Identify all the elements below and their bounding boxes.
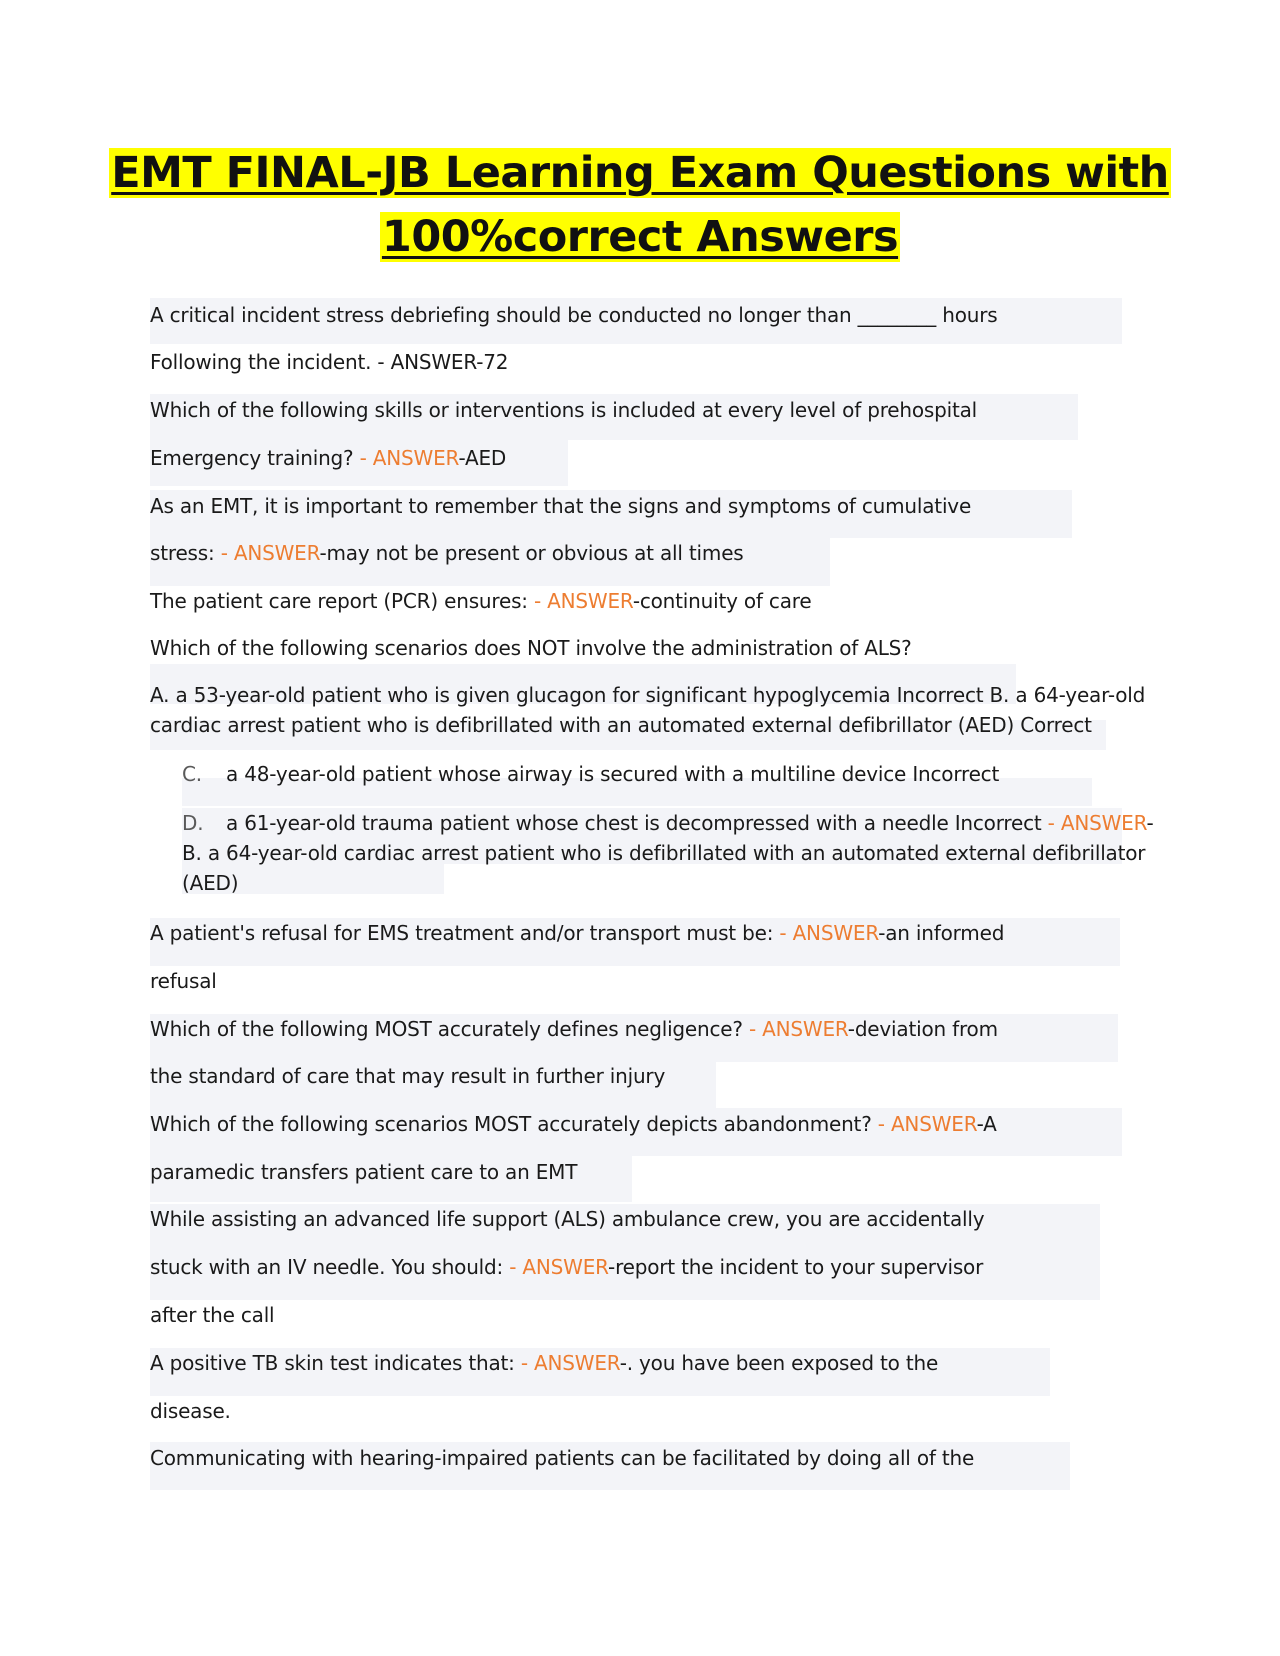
answer-marker: - ANSWER: [359, 446, 459, 470]
option-line: cardiac arrest patient who is defibrillated with an automated external defibrillator (AED) Correct: [150, 713, 1092, 737]
answer-marker: - ANSWER: [220, 541, 320, 565]
list-marker: C.: [182, 762, 202, 786]
answer-line: B. a 64-year-old cardiac arrest patient who is defibrillated with an automated external defibrillator: [182, 841, 1146, 865]
answer-line: the standard of care that may result in further injury: [150, 1064, 666, 1088]
answer-marker: - ANSWER: [1047, 811, 1147, 835]
question-line: Which of the following MOST accurately defines negligence? - ANSWER-deviation from: [150, 1017, 998, 1041]
answer-line: stuck with an IV needle. You should: - ANSWER-report the incident to your supervisor: [150, 1255, 984, 1279]
question-line: Which of the following skills or interventions is included at every level of prehospital: [150, 398, 978, 422]
option-line: A. a 53-year-old patient who is given glucagon for significant hypoglycemia Incorrect B. a 64-year-old: [150, 683, 1146, 707]
question-line: A critical incident stress debriefing should be conducted no longer than ________ hours: [150, 303, 998, 327]
answer-marker: - ANSWER: [520, 1351, 620, 1375]
answer-line: Emergency training? - ANSWER-AED: [150, 446, 507, 470]
question-line: Communicating with hearing-impaired patients can be facilitated by doing all of the: [150, 1446, 975, 1470]
answer-marker: - ANSWER: [534, 589, 633, 613]
answer-marker: - ANSWER: [877, 1112, 977, 1136]
question-line: As an EMT, it is important to remember that the signs and symptoms of cumulative: [150, 494, 972, 518]
question-line: While assisting an advanced life support (ALS) ambulance crew, you are accidentally: [150, 1207, 985, 1231]
answer-marker: - ANSWER: [779, 921, 879, 945]
question-line: Which of the following scenarios does NOT involve the administration of ALS?: [150, 636, 912, 660]
answer-line: paramedic transfers patient care to an EMT: [150, 1160, 578, 1184]
option-c: C. a 48-year-old patient whose airway is secured with a multiline device Incorrect: [182, 759, 999, 789]
answer-line: after the call: [150, 1303, 275, 1327]
question-line: Which of the following scenarios MOST accurately depicts abandonment? - ANSWER-A: [150, 1112, 997, 1136]
question-line: A positive TB skin test indicates that: - ANSWER-. you have been exposed to the: [150, 1351, 939, 1375]
answer-line: disease.: [150, 1399, 231, 1423]
answer-marker: - ANSWER: [748, 1017, 848, 1041]
answer-line: stress: - ANSWER-may not be present or obvious at all times: [150, 541, 744, 565]
answer-line: (AED): [182, 871, 239, 895]
answer-line: The patient care report (PCR) ensures: - ANSWER-continuity of care: [150, 589, 812, 613]
question-line: A patient's refusal for EMS treatment and/or transport must be: - ANSWER-an informed: [150, 921, 1005, 945]
answer-line: Following the incident. - ANSWER-72: [150, 350, 509, 374]
answer-line: refusal: [150, 969, 217, 993]
option-d: D. a 61-year-old trauma patient whose chest is decompressed with a needle Incorrect - ANSWER-: [182, 808, 1154, 838]
answer-marker: - ANSWER: [509, 1255, 609, 1279]
document-title-line-1: EMT FINAL-JB Learning Exam Questions with: [111, 148, 1169, 198]
list-marker: D.: [182, 811, 204, 835]
document-title-line-2: 100%correct Answers: [381, 212, 899, 262]
